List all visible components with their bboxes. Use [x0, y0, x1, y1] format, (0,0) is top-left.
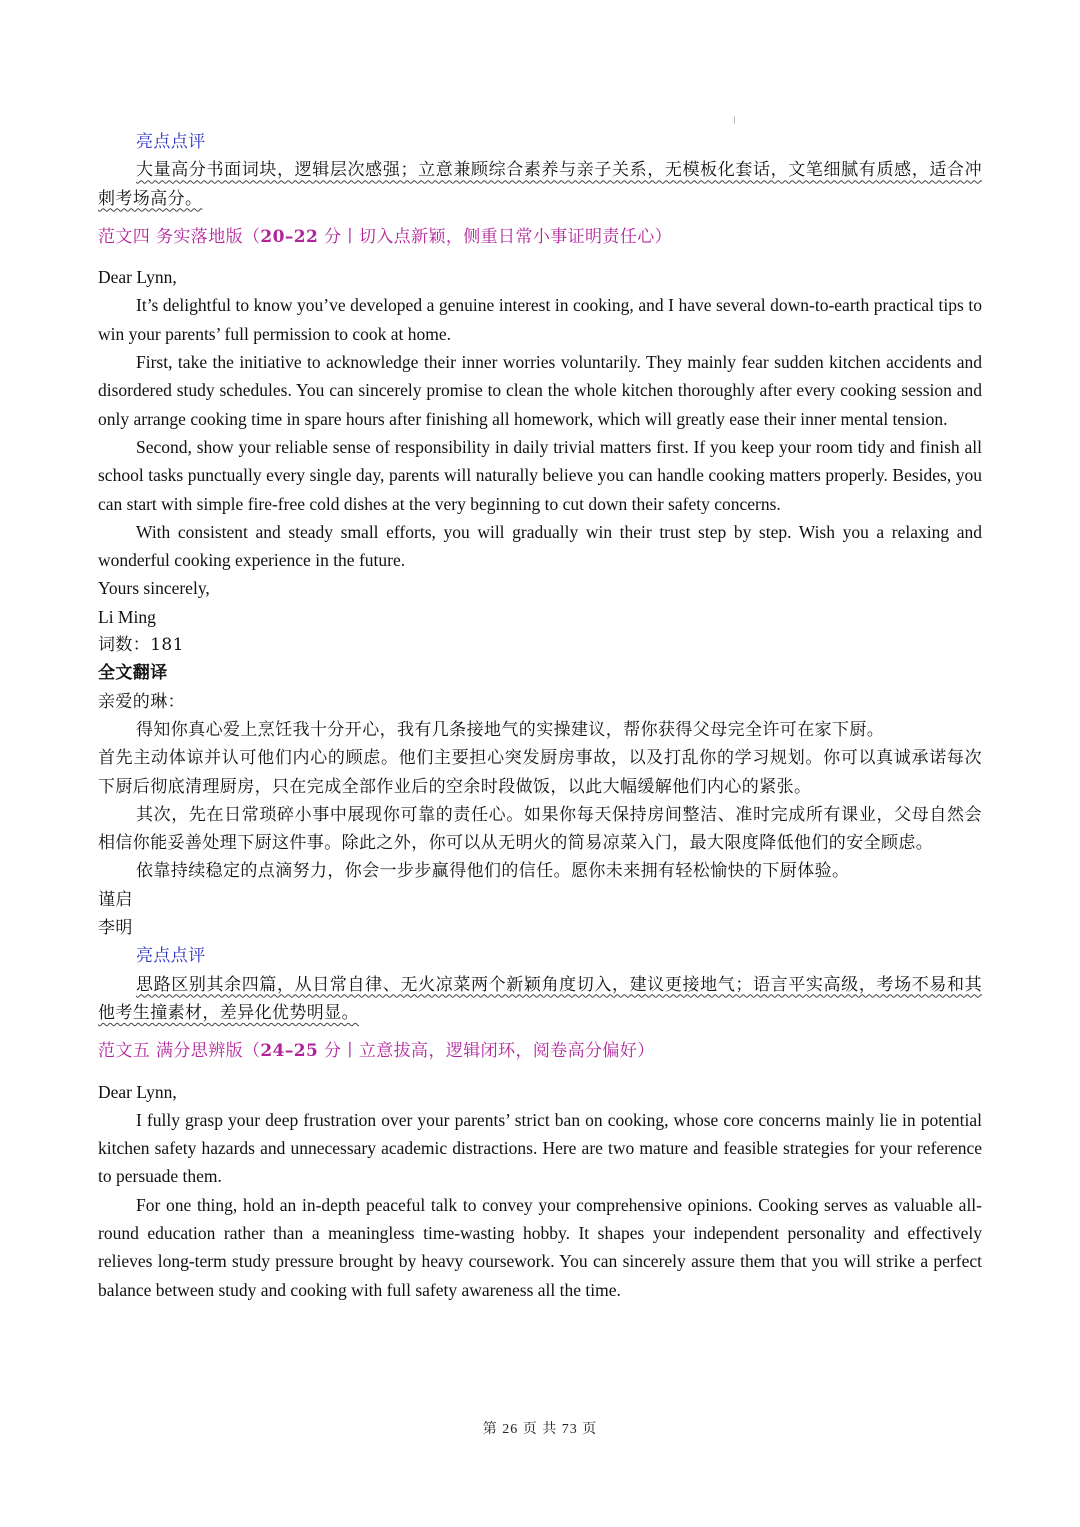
essay5-paragraph: For one thing, hold an in-depth peaceful talk to convey your comprehensive opinions. Cooking serves as valuable all-round education rather than a meaningless time-wasting hobby. It shapes your independent personality and effectively relieves long-term study pressure brought by heavy coursework. You can sincerely assure them that you will strike a perfect balance between study and cooking with full safety awareness all the time.	[98, 1194, 982, 1300]
essay4-closing: Yours sincerely,	[98, 578, 210, 599]
translation-closing: 谨启	[98, 889, 133, 910]
translation-salutation: 亲爱的琳：	[98, 691, 185, 712]
essay5-paragraph: I fully grasp your deep frustration over your parents’ strict ban on cooking, whose core concerns mainly lie in potential kitchen safety hazards and unnecessary academic distractions. Here are two mature and feasible strategies for your reference to persuade them.	[98, 1109, 982, 1187]
review-text: 大量高分书面词块，逻辑层次感强；立意兼顾综合素养与亲子关系，无模板化套话，文笔细腻有质感，适合冲刺考场高分。	[98, 160, 982, 209]
essay4-paragraph: First, take the initiative to acknowledge their inner worries voluntarily. They mainly fear sudden kitchen accidents and disordered study schedules. You can sincerely promise to clean the whole kitchen thoroughly after every cooking session and only arrange cooking time in spare hours after finishing all homework, which will greatly ease their inner mental tension.	[98, 352, 982, 429]
translation-signature: 李明	[98, 918, 133, 939]
essay5-title: 范文五 满分思辨版（24–25 分丨立意拔高，逻辑闭环，阅卷高分偏好）	[98, 1041, 655, 1062]
page-mark	[734, 116, 735, 124]
essay4-signature: Li Ming	[98, 606, 156, 627]
essay5-salutation: Dear Lynn,	[98, 1081, 177, 1102]
document-page	[98, 128, 982, 1304]
word-count: 词数：181	[98, 635, 184, 656]
essay4-paragraph: With consistent and steady small efforts, you will gradually win their trust step by step. Wish you a relaxing and wonderful cooking experience in the future.	[98, 521, 982, 571]
essay4-paragraph: Second, show your reliable sense of responsibility in daily trivial matters first. If you keep your room tidy and finish all school tasks punctually every single day, parents will naturally believe you can handle cooking matters properly. Besides, you can start with simple fire-free cold dishes at the very beginning to cut down their safety concerns.	[98, 436, 982, 514]
translation-paragraph: 首先主动体谅并认可他们内心的顾虑。他们主要担心突发厨房事故，以及打乱你的学习规划。你可以真诚承诺每次下厨后彻底清理厨房，只在完成全部作业后的空余时段做饭，以此大幅缓解他们内心的紧张。	[98, 748, 982, 797]
translation-heading: 全文翻译	[98, 663, 168, 684]
page-footer: 第 26 页 共 73 页	[482, 1422, 598, 1437]
essay4-title: 范文四 务实落地版（20–22 分丨切入点新颖，侧重日常小事证明责任心）	[98, 226, 673, 247]
essay4-paragraph: It’s delightful to know you’ve developed a genuine interest in cooking, and I have several down-to-earth practical tips to win your parents’ full permission to cook at home.	[98, 295, 982, 344]
translation-paragraph: 其次，先在日常琐碎小事中展现你可靠的责任心。如果你每天保持房间整洁、准时完成所有课业，父母自然会相信你能妥善处理下厨这件事。除此之外，你可以从无明火的简易凉菜入门，最大限度降低他们的安全顾虑。	[98, 804, 982, 854]
review-heading: 亮点点评	[136, 946, 206, 967]
review-heading: 亮点点评	[136, 132, 206, 152]
essay4-salutation: Dear Lynn,	[98, 267, 177, 288]
translation-paragraph: 依靠持续稳定的点滴努力，你会一步步赢得他们的信任。愿你未来拥有轻松愉快的下厨体验。	[136, 861, 850, 882]
translation-paragraph: 得知你真心爱上烹饪我十分开心，我有几条接地气的实操建议，帮你获得父母完全许可在家下厨。	[136, 719, 885, 740]
review-text: 思路区别其余四篇，从日常自律、无火凉菜两个新颖角度切入，建议更接地气；语言平实高级，考场不易和其他考生撞素材，差异化优势明显。	[98, 974, 982, 1023]
